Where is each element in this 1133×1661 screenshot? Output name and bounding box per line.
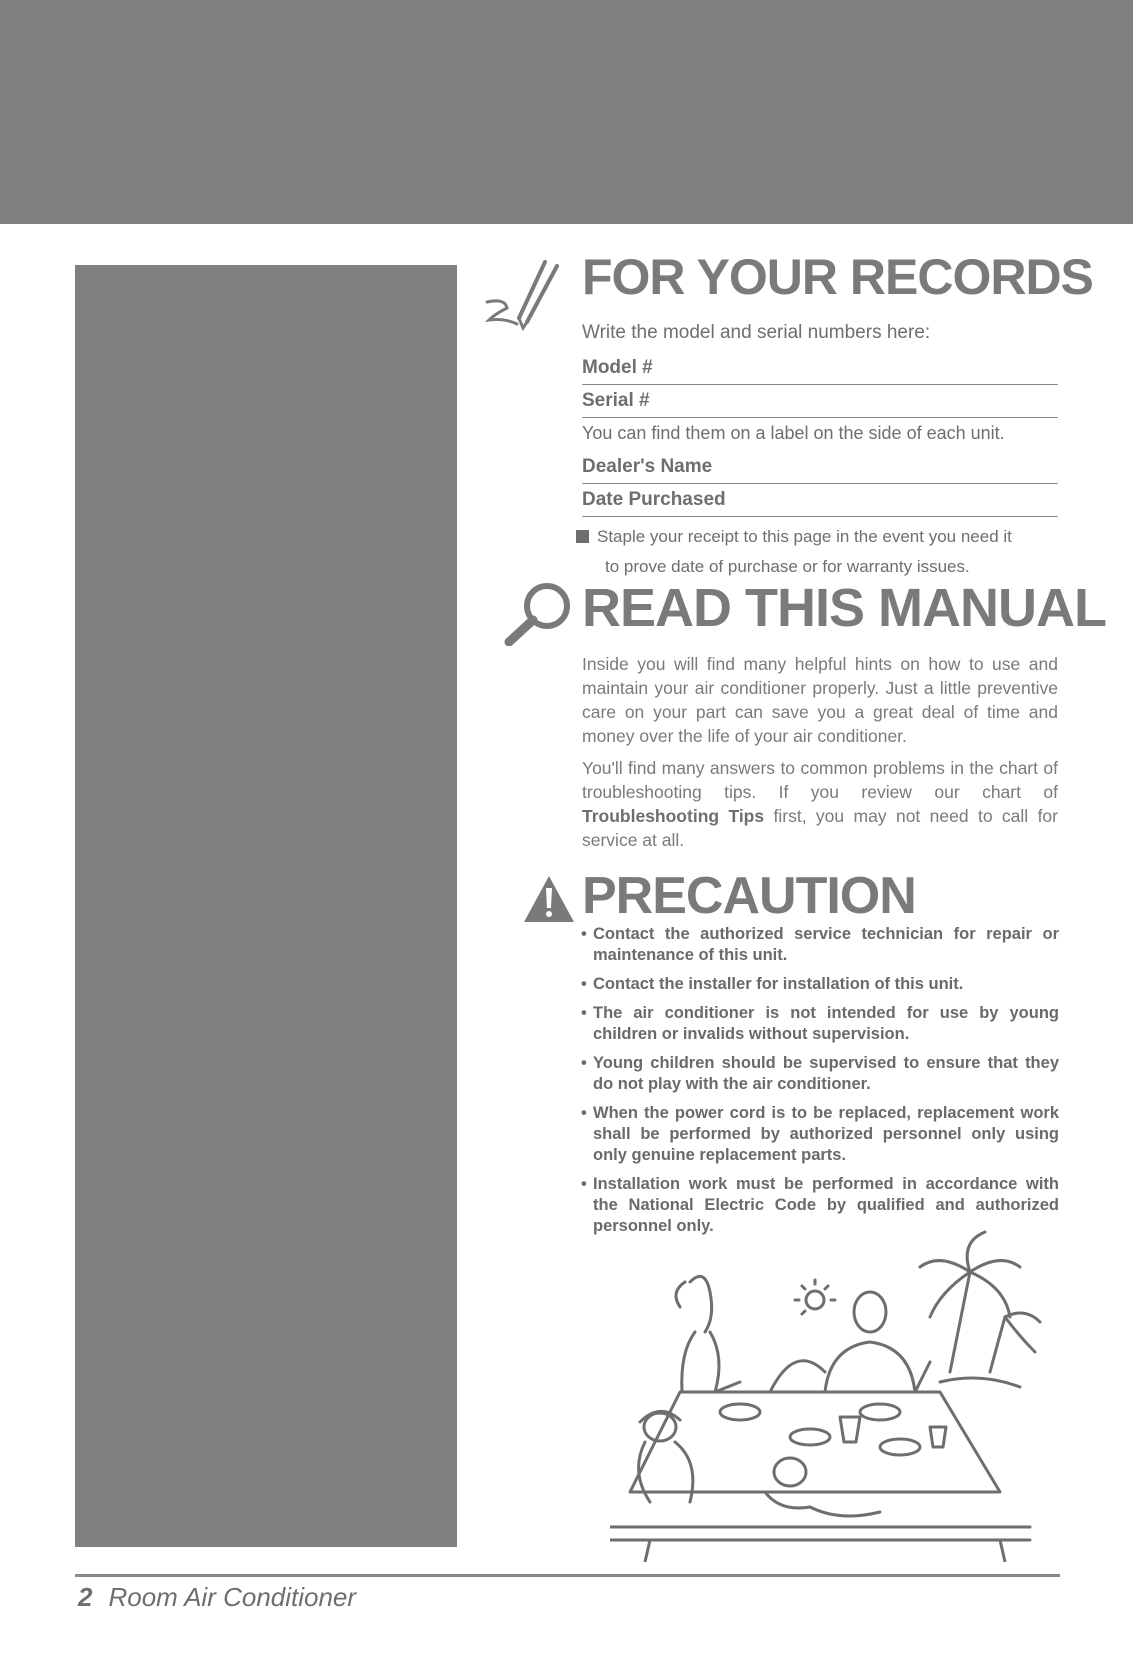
manual-paragraph-1: Inside you will find many helpful hints on how to use and maintain your air conditioner properly. Just a little preventive care on your part can save you a great deal of time and money over the life of your air conditioner. [582,654,1058,746]
serial-label: Serial # [582,390,650,411]
staple-line-1: Staple your receipt to this page in the event you need it [597,527,1012,546]
side-gray-panel [75,265,457,1547]
precaution-item: • When the power cord is to be replaced, replacement work shall be performed by authorized personnel only using only genuine replacement parts. [579,1103,1059,1166]
manual-paragraph-2-start: You'll find many answers to common problems in the chart of troubleshooting tips. If you review our chart of [582,758,1058,802]
precaution-item: • Young children should be supervised to ensure that they do not play with the air conditioner. [579,1053,1059,1095]
model-label: Model # [582,357,653,378]
precaution-item: • Contact the installer for installation of this unit. [579,974,1059,995]
date-purchased-field[interactable] [582,487,1058,517]
staple-receipt-note [576,522,1062,582]
precaution-item: • Installation work must be performed in accordance with the National Electric Code by qualified and authorized personnel only. [579,1174,1059,1237]
staple-line-2: to prove date of purchase or for warranty issues. [605,557,970,576]
manual-heading: READ THIS MANUAL [582,578,1106,638]
records-heading: FOR YOUR RECORDS [582,249,1093,305]
serial-number-field[interactable] [582,388,1058,418]
top-gray-band [0,0,1133,224]
precaution-item: • The air conditioner is not intended for use by young children or invalids without supervision. [579,1003,1059,1045]
date-label: Date Purchased [582,489,726,510]
warning-triangle-icon [522,874,576,924]
precaution-list [579,924,1059,1245]
square-bullet-icon [576,530,589,543]
footer-title: Room Air Conditioner [108,1582,357,1612]
troubleshooting-tips-ref: Troubleshooting Tips [582,806,765,826]
dealer-name-field[interactable] [582,454,1058,484]
picnic-illustration [610,1222,1050,1567]
records-intro: Write the model and serial numbers here: [582,322,931,343]
page-footer [78,1582,356,1613]
footer-rule [75,1574,1060,1577]
model-number-field[interactable] [582,355,1058,385]
label-location-note: You can find them on a label on the side of each unit. [582,423,1005,443]
pen-icon [485,258,575,336]
manual-paragraph-2-end: first, you may not need to call for service at all. [582,806,1058,850]
page-number: 2 [78,1582,93,1612]
precaution-item: • Contact the authorized service technician for repair or maintenance of this unit. [579,924,1059,966]
dealer-label: Dealer's Name [582,456,713,477]
manual-paragraph-2 [582,756,1058,852]
magnifier-icon [503,580,575,646]
precaution-heading: PRECAUTION [582,867,916,925]
